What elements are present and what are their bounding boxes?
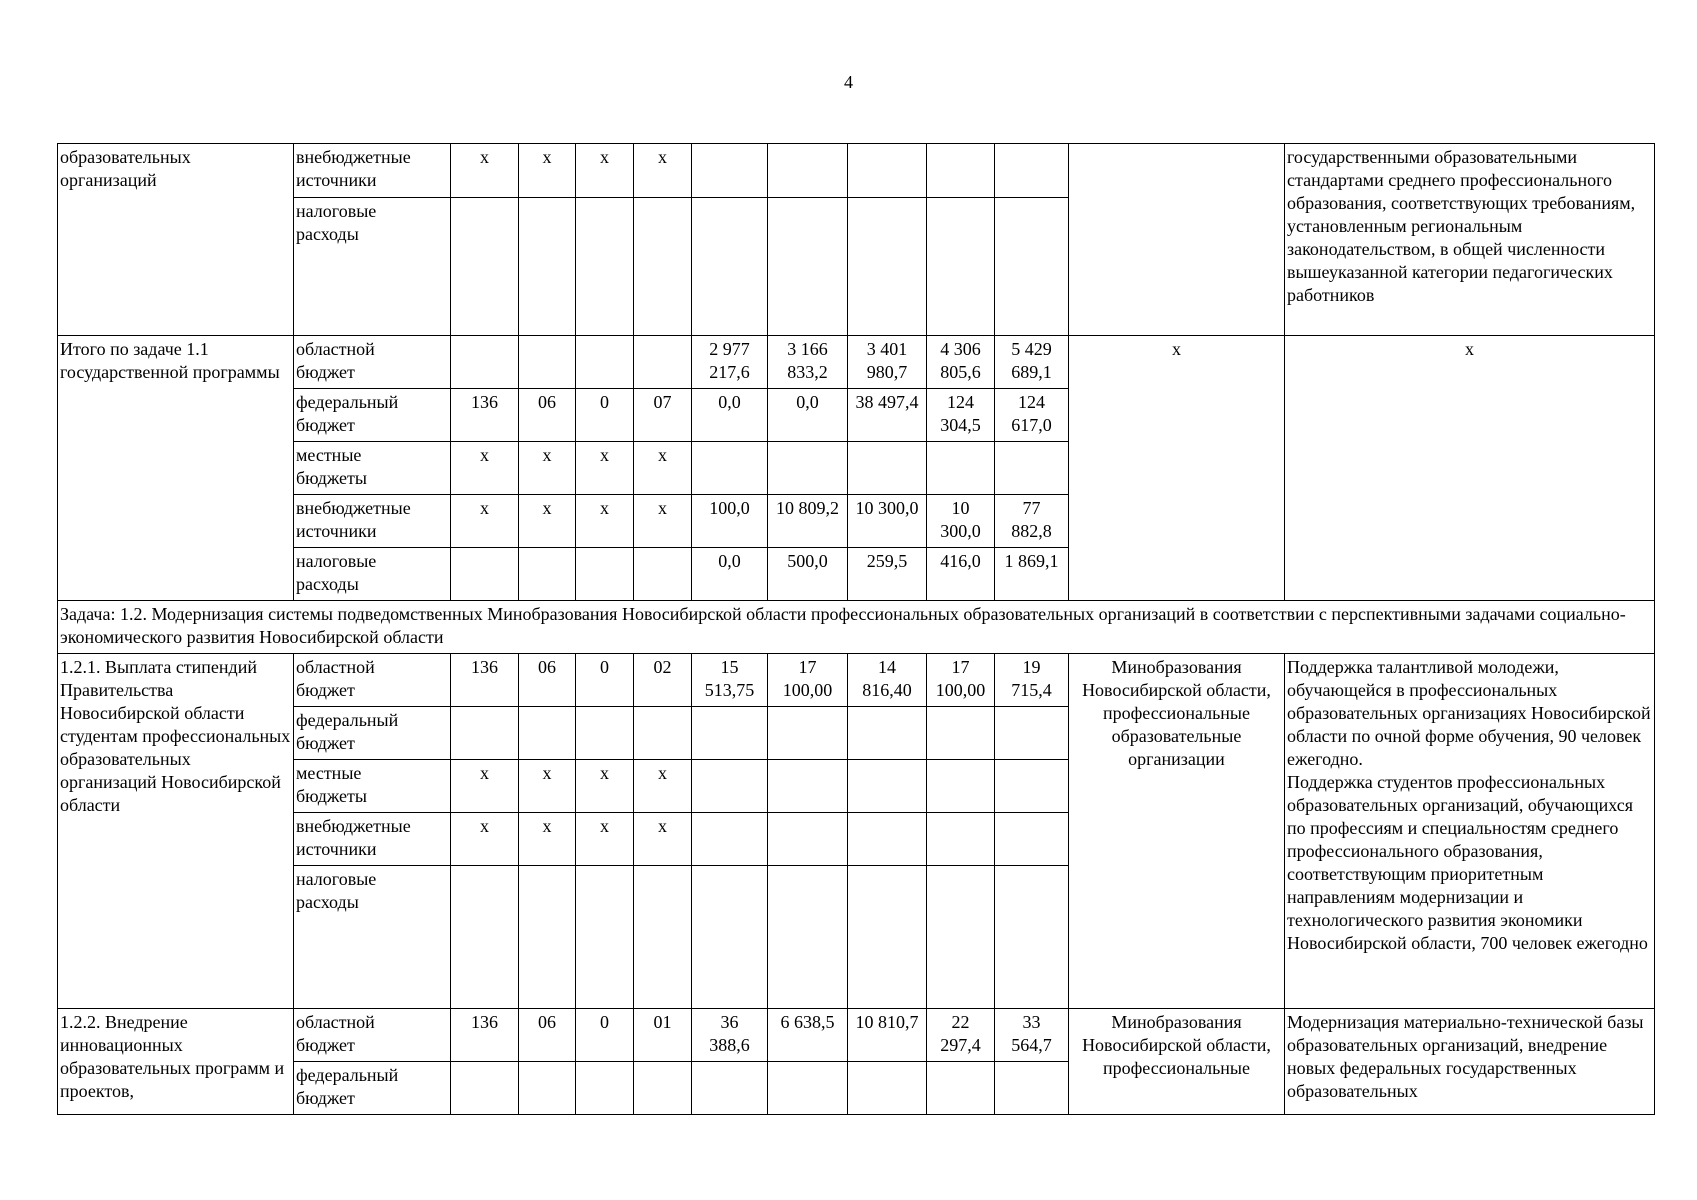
- budget-code: х: [451, 760, 519, 813]
- budget-code: х: [634, 813, 692, 866]
- year-value: 4 306 805,6: [927, 336, 995, 389]
- budget-code: 0: [576, 654, 634, 707]
- year-value: [848, 1062, 927, 1115]
- year-value: 0,0: [692, 389, 768, 442]
- budget-code: [634, 707, 692, 760]
- expected-result: государственными образовательными стандартами среднего профессионального образования, соответствующих требованиям, установленным региональным законодательством, в общей численности вышеуказанной категории педагогических работников: [1285, 144, 1655, 336]
- funding-source: областной бюджет: [294, 1009, 451, 1062]
- year-value: [768, 760, 848, 813]
- year-value: [768, 1062, 848, 1115]
- funding-source: налоговые расходы: [294, 866, 451, 1009]
- year-value: 259,5: [848, 548, 927, 601]
- year-value: 10 809,2: [768, 495, 848, 548]
- year-value: 1 869,1: [995, 548, 1069, 601]
- year-value: 10 810,7: [848, 1009, 927, 1062]
- budget-code: х: [519, 442, 576, 495]
- year-value: 0,0: [768, 389, 848, 442]
- year-value: [927, 866, 995, 1009]
- funding-source: федеральный бюджет: [294, 1062, 451, 1115]
- expected-result: Поддержка талантливой молодежи, обучающейся в профессиональных образовательных организациях Новосибирской области по очной форме обучения, 90 человек ежегодно. Поддержка студентов профессиональных образовательных организаций, обучающихся по профессиям и специальностям среднего профессионального образования, соответствующим приоритетным направлениям модернизации и технологического развития экономики Новосибирской области, 700 человек ежегодно: [1285, 654, 1655, 1009]
- budget-code: 0: [576, 389, 634, 442]
- measure-name: Итого по задаче 1.1 государственной программы: [58, 336, 294, 601]
- budget-code: [576, 866, 634, 1009]
- year-value: 6 638,5: [768, 1009, 848, 1062]
- page-number: 4: [844, 72, 853, 92]
- year-value: [768, 813, 848, 866]
- budget-code: 136: [451, 389, 519, 442]
- budget-code: х: [634, 442, 692, 495]
- budget-code: [576, 198, 634, 336]
- budget-code: 136: [451, 654, 519, 707]
- year-value: [927, 707, 995, 760]
- budget-code: [576, 1062, 634, 1115]
- year-value: 124 304,5: [927, 389, 995, 442]
- executor: [1069, 144, 1285, 336]
- year-value: [995, 198, 1069, 336]
- year-value: [692, 144, 768, 198]
- year-value: [927, 442, 995, 495]
- budget-code: [519, 1062, 576, 1115]
- budget-code: [576, 548, 634, 601]
- funding-source: областной бюджет: [294, 336, 451, 389]
- year-value: [927, 1062, 995, 1115]
- budget-code: [634, 198, 692, 336]
- measure-name: 1.2.2. Внедрение инновационных образовательных программ и проектов,: [58, 1009, 294, 1115]
- budget-code: [519, 198, 576, 336]
- year-value: 2 977 217,6: [692, 336, 768, 389]
- budget-code: [451, 336, 519, 389]
- year-value: 10 300,0: [848, 495, 927, 548]
- measure-name: образовательных организаций: [58, 144, 294, 336]
- budget-code: [451, 548, 519, 601]
- budget-code: х: [576, 760, 634, 813]
- year-value: [692, 442, 768, 495]
- funding-source: федеральный бюджет: [294, 389, 451, 442]
- year-value: [927, 144, 995, 198]
- year-value: [692, 866, 768, 1009]
- task-heading: Задача: 1.2. Модернизация системы подведомственных Минобразования Новосибирской области профессиональных образовательных организаций в соответствии с перспективными задачами социально-экономического развития Новосибирской области: [58, 601, 1655, 654]
- year-value: [995, 707, 1069, 760]
- year-value: [927, 198, 995, 336]
- table-row: [58, 336, 1655, 389]
- budget-code: 06: [519, 654, 576, 707]
- year-value: [995, 144, 1069, 198]
- budget-code: 07: [634, 389, 692, 442]
- budget-code: 06: [519, 389, 576, 442]
- year-value: [848, 707, 927, 760]
- year-value: [768, 198, 848, 336]
- year-value: 3 401 980,7: [848, 336, 927, 389]
- year-value: [927, 813, 995, 866]
- budget-code: х: [634, 495, 692, 548]
- year-value: 15 513,75: [692, 654, 768, 707]
- year-value: 10 300,0: [927, 495, 995, 548]
- year-value: 5 429 689,1: [995, 336, 1069, 389]
- table-row: [58, 144, 1655, 198]
- budget-code: 0: [576, 1009, 634, 1062]
- budget-code: х: [451, 144, 519, 198]
- year-value: 36 388,6: [692, 1009, 768, 1062]
- executor: х: [1069, 336, 1285, 601]
- budget-code: 02: [634, 654, 692, 707]
- funding-source: внебюджетные источники: [294, 495, 451, 548]
- funding-source: федеральный бюджет: [294, 707, 451, 760]
- year-value: [768, 442, 848, 495]
- task-heading-row: [58, 601, 1655, 654]
- year-value: [768, 866, 848, 1009]
- expected-result: Модернизация материально-технической базы образовательных организаций, внедрение новых федеральных государственных образовательных: [1285, 1009, 1655, 1115]
- year-value: [848, 760, 927, 813]
- budget-code: х: [634, 760, 692, 813]
- year-value: 416,0: [927, 548, 995, 601]
- year-value: [995, 1062, 1069, 1115]
- budget-code: х: [519, 760, 576, 813]
- budget-code: [634, 1062, 692, 1115]
- budget-code: х: [519, 495, 576, 548]
- year-value: [995, 866, 1069, 1009]
- table-row: [58, 1009, 1655, 1062]
- year-value: 500,0: [768, 548, 848, 601]
- budget-code: х: [451, 495, 519, 548]
- year-value: [848, 442, 927, 495]
- budget-code: х: [634, 144, 692, 198]
- year-value: 3 166 833,2: [768, 336, 848, 389]
- year-value: 77 882,8: [995, 495, 1069, 548]
- year-value: 17 100,00: [927, 654, 995, 707]
- year-value: [692, 813, 768, 866]
- budget-code: [634, 866, 692, 1009]
- budget-code: [634, 548, 692, 601]
- budget-code: 136: [451, 1009, 519, 1062]
- funding-source: областной бюджет: [294, 654, 451, 707]
- year-value: [927, 760, 995, 813]
- budget-code: [634, 336, 692, 389]
- executor: Минобразования Новосибирской области, профессиональные: [1069, 1009, 1285, 1115]
- program-table: [57, 143, 1655, 1115]
- executor: Минобразования Новосибирской области, профессиональные образовательные организации: [1069, 654, 1285, 1009]
- funding-source: налоговые расходы: [294, 198, 451, 336]
- year-value: [848, 813, 927, 866]
- budget-code: [576, 336, 634, 389]
- year-value: [995, 760, 1069, 813]
- year-value: [692, 707, 768, 760]
- year-value: [692, 198, 768, 336]
- budget-code: [519, 336, 576, 389]
- budget-code: х: [451, 442, 519, 495]
- year-value: 124 617,0: [995, 389, 1069, 442]
- year-value: [995, 813, 1069, 866]
- budget-code: х: [451, 813, 519, 866]
- budget-code: [451, 1062, 519, 1115]
- table-row: [58, 654, 1655, 707]
- budget-code: [451, 198, 519, 336]
- budget-code: х: [576, 144, 634, 198]
- year-value: [692, 1062, 768, 1115]
- budget-code: х: [519, 813, 576, 866]
- year-value: [768, 707, 848, 760]
- year-value: 100,0: [692, 495, 768, 548]
- budget-code: х: [519, 144, 576, 198]
- expected-result: х: [1285, 336, 1655, 601]
- year-value: [995, 442, 1069, 495]
- year-value: [848, 866, 927, 1009]
- funding-source: налоговые расходы: [294, 548, 451, 601]
- year-value: [848, 144, 927, 198]
- budget-code: х: [576, 813, 634, 866]
- budget-code: [451, 866, 519, 1009]
- budget-code: 01: [634, 1009, 692, 1062]
- budget-code: [451, 707, 519, 760]
- budget-code: х: [576, 495, 634, 548]
- funding-source: местные бюджеты: [294, 442, 451, 495]
- funding-source: внебюджетные источники: [294, 813, 451, 866]
- budget-code: [519, 548, 576, 601]
- year-value: 33 564,7: [995, 1009, 1069, 1062]
- budget-code: х: [576, 442, 634, 495]
- year-value: [768, 144, 848, 198]
- year-value: [848, 198, 927, 336]
- measure-name: 1.2.1. Выплата стипендий Правительства Новосибирской области студентам профессиональных образовательных организаций Новосибирской области: [58, 654, 294, 1009]
- year-value: 38 497,4: [848, 389, 927, 442]
- year-value: 19 715,4: [995, 654, 1069, 707]
- year-value: 0,0: [692, 548, 768, 601]
- budget-code: [576, 707, 634, 760]
- funding-source: местные бюджеты: [294, 760, 451, 813]
- budget-code: 06: [519, 1009, 576, 1062]
- year-value: 14 816,40: [848, 654, 927, 707]
- funding-source: внебюджетные источники: [294, 144, 451, 198]
- year-value: [692, 760, 768, 813]
- budget-code: [519, 866, 576, 1009]
- budget-code: [519, 707, 576, 760]
- year-value: 17 100,00: [768, 654, 848, 707]
- year-value: 22 297,4: [927, 1009, 995, 1062]
